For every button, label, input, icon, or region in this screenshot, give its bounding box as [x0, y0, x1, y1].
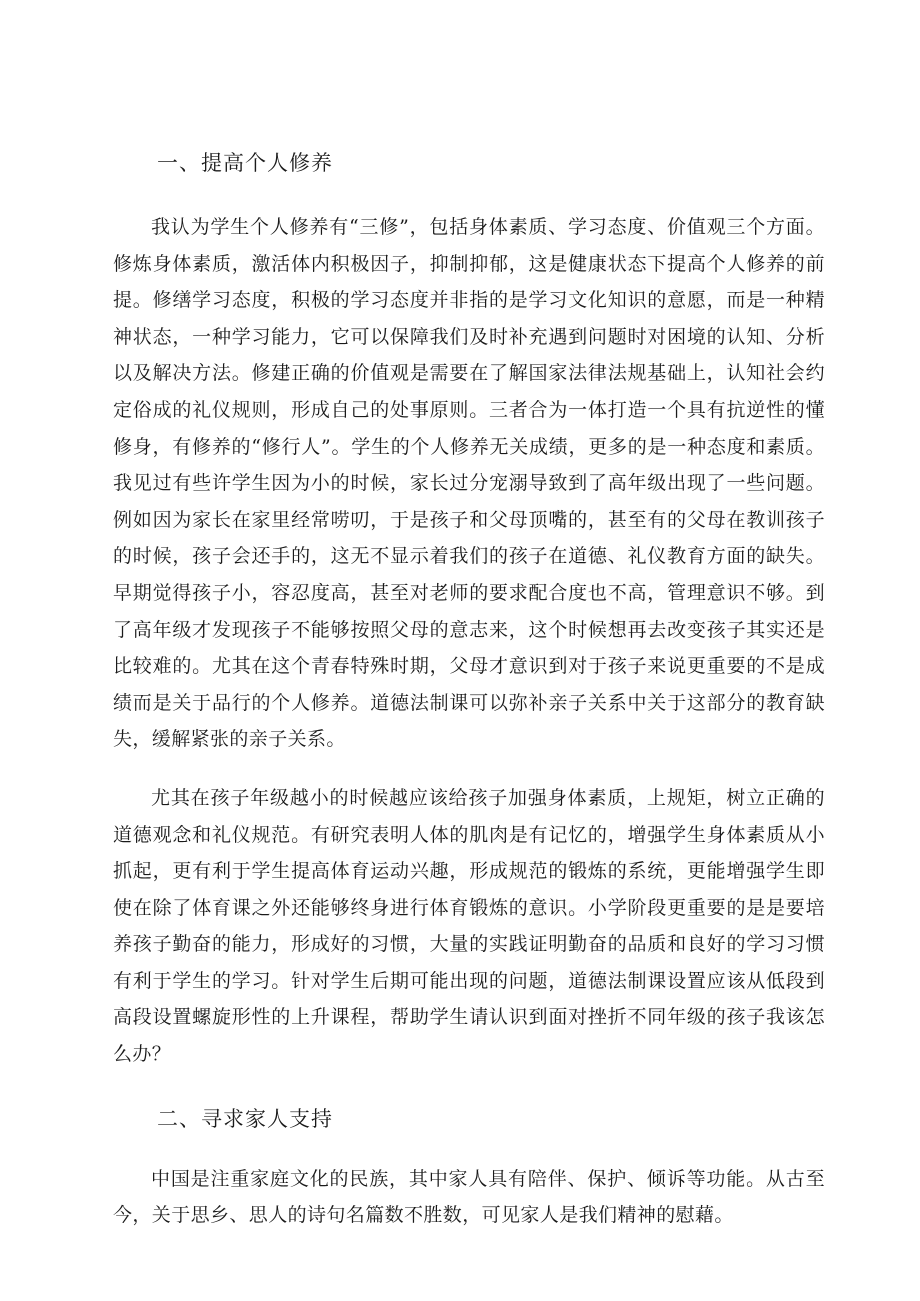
section-heading-2: 二、寻求家人支持: [157, 1106, 333, 1131]
paragraph-2: 尤其在孩子年级越小的时候越应该给孩子加强身体素质，上规矩，树立正确的道德观念和礼仪规范。有研究表明人体的肌肉是有记忆的，增强学生身体素质从小抓起，更有利于学生提高体育运动兴趣，形成规范的锻炼的系统，更能增强学生即使在除了体育课之外还能够终身进行体育锻炼的意识。小学阶段更重要的是是要培养孩子勤奋的能力，形成好的习惯，大量的实践证明勤奋的品质和良好的学习习惯有利于学生的学习。针对学生后期可能出现的问题，道德法制课设置应该从低段到高段设置螺旋形性的上升课程，帮助学生请认识到面对挫折不同年级的孩子我该怎么办？: [113, 786, 825, 1066]
document-body: [113, 143, 825, 1256]
paragraph-3: 中国是注重家庭文化的民族，其中家人具有陪伴、保护、倾诉等功能。从古至今，关于思乡、思人的诗句名篇数不胜数，可见家人是我们精神的慰藉。: [113, 1167, 825, 1227]
section-heading-1: 一、提高个人修养: [157, 151, 333, 175]
paragraph-1: 我认为学生个人修养有“三修”，包括身体素质、学习态度、价值观三个方面。修炼身体素质，激活体内积极因子，抑制抑郁，这是健康状态下提高个人修养的前提。修缮学习态度，积极的学习态度并非指的是学习文化知识的意愿，而是一种精神状态，一种学习能力，它可以保障我们及时补充遇到问题时对困境的认知、分析以及解决方法。修建正确的价值观是需要在了解国家法律法规基础上，认知社会约定俗成的礼仪规则，形成自己的处事原则。三者合为一体打造一个具有抗逆性的懂修身，有修养的“修行人”。学生的个人修养无关成绩，更多的是一种态度和素质。我见过有些许学生因为小的时候，家长过分宠溺导致到了高年级出现了一些问题。例如因为家长在家里经常唠叨，于是孩子和父母顶嘴的，甚至有的父母在教训孩子的时候，孩子会还手的，这无不显示着我们的孩子在道德、礼仪教育方面的缺失。早期觉得孩子小，容忍度高，甚至对老师的要求配合度也不高，管理意识不够。到了高年级才发现孩子不能够按照父母的意志来，这个时候想再去改变孩子其实还是比较难的。尤其在这个青春特殊时期，父母才意识到对于孩子来说更重要的不是成绩而是关于品行的个人修养。道德法制课可以弥补亲子关系中关于这部分的教育缺失，缓解紧张的亲子关系。: [113, 216, 825, 751]
